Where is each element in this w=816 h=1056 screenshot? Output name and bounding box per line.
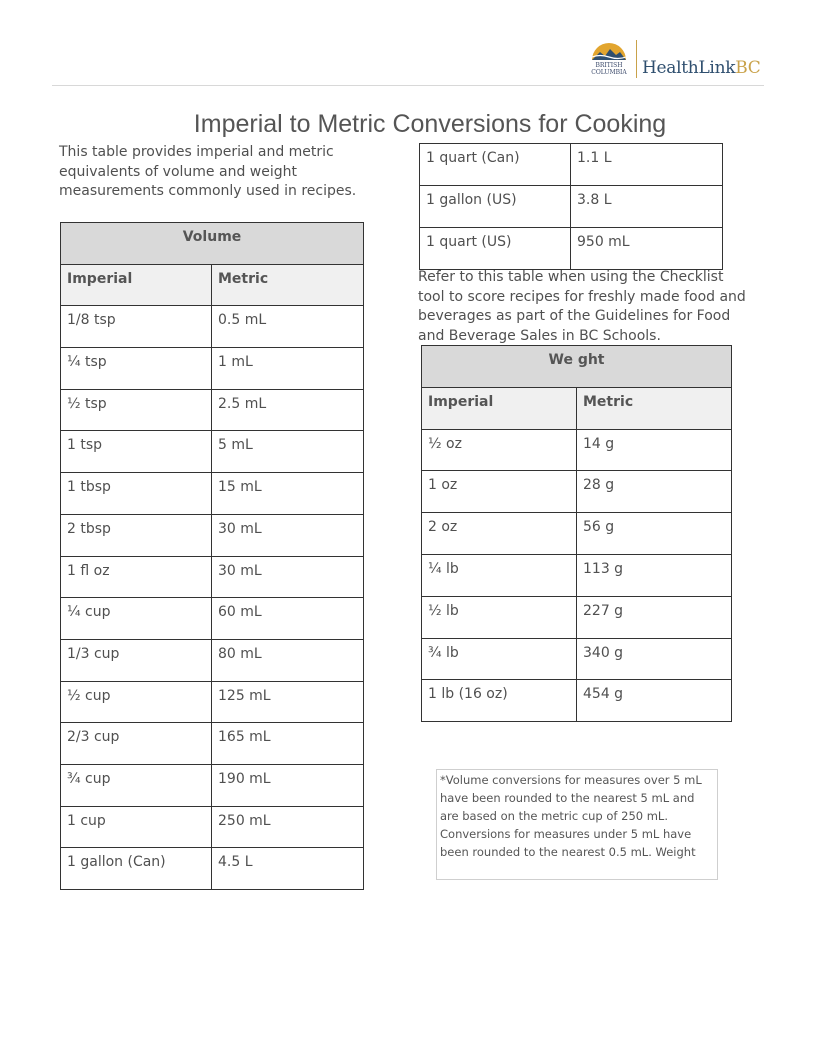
table-row bbox=[422, 596, 732, 638]
metric-cell: 80 mL bbox=[212, 639, 364, 681]
imperial-cell: 1/3 cup bbox=[61, 639, 212, 681]
table-row bbox=[61, 556, 364, 598]
table-row bbox=[422, 471, 732, 513]
imperial-cell: ½ tsp bbox=[61, 389, 212, 431]
table-row bbox=[420, 228, 723, 270]
imperial-cell: ½ cup bbox=[61, 681, 212, 723]
healthlinkbc-wordmark: HealthLinkBC bbox=[642, 58, 761, 78]
volume-table bbox=[60, 222, 364, 890]
metric-cell: 165 mL bbox=[212, 723, 364, 765]
healthlinkbc-logo bbox=[586, 38, 761, 82]
metric-cell: 30 mL bbox=[212, 556, 364, 598]
metric-cell: 227 g bbox=[577, 596, 732, 638]
imperial-cell: 1/8 tsp bbox=[61, 306, 212, 348]
metric-cell: 340 g bbox=[577, 638, 732, 680]
table-row bbox=[61, 806, 364, 848]
table-row bbox=[420, 144, 723, 186]
volume-caption: Volume bbox=[61, 223, 364, 265]
table-row bbox=[61, 764, 364, 806]
table-row bbox=[61, 598, 364, 640]
metric-cell: 190 mL bbox=[212, 764, 364, 806]
volume-continued-table bbox=[419, 143, 723, 270]
refer-paragraph: Refer to this table when using the Checklist tool to score recipes for freshly made food and beverages as part of the Guidelines for Food and Beverage Sales in BC Schools. bbox=[418, 269, 746, 344]
table-row bbox=[61, 473, 364, 515]
imperial-cell: ¼ tsp bbox=[61, 348, 212, 390]
table-row bbox=[61, 306, 364, 348]
imperial-cell: 1 cup bbox=[61, 806, 212, 848]
rounding-note: *Volume conversions for measures over 5 mL have been rounded to the nearest 5 mL and are based on the metric cup of 250 mL. Conversions for measures under 5 mL have been rounded to the nearest 0.5 mL. Weight bbox=[436, 769, 718, 880]
weight-col-metric: Metric bbox=[577, 387, 732, 429]
imperial-cell: 1 fl oz bbox=[61, 556, 212, 598]
bc-wordmark: BRITISH COLUMBIA bbox=[591, 62, 627, 76]
imperial-cell: ¼ lb bbox=[422, 554, 577, 596]
imperial-cell: ¾ cup bbox=[61, 764, 212, 806]
table-row bbox=[61, 348, 364, 390]
table-row bbox=[422, 513, 732, 555]
imperial-cell: 2 tbsp bbox=[61, 514, 212, 556]
imperial-cell: ¼ cup bbox=[61, 598, 212, 640]
table-row bbox=[61, 514, 364, 556]
table-row bbox=[61, 431, 364, 473]
metric-cell: 30 mL bbox=[212, 514, 364, 556]
metric-cell: 28 g bbox=[577, 471, 732, 513]
metric-cell: 14 g bbox=[577, 429, 732, 471]
metric-cell: 1 mL bbox=[212, 348, 364, 390]
imperial-cell: 1 tsp bbox=[61, 431, 212, 473]
table-row bbox=[61, 389, 364, 431]
metric-cell: 454 g bbox=[577, 680, 732, 722]
table-row bbox=[61, 681, 364, 723]
metric-cell: 1.1 L bbox=[571, 144, 723, 186]
imperial-cell: 1 gallon (US) bbox=[420, 186, 571, 228]
page-title: Imperial to Metric Conversions for Cooking bbox=[193, 110, 667, 138]
table-row bbox=[422, 638, 732, 680]
metric-cell: 2.5 mL bbox=[212, 389, 364, 431]
metric-cell: 4.5 L bbox=[212, 848, 364, 890]
metric-cell: 60 mL bbox=[212, 598, 364, 640]
imperial-cell: ½ lb bbox=[422, 596, 577, 638]
imperial-cell: 1 lb (16 oz) bbox=[422, 680, 577, 722]
imperial-cell: ½ oz bbox=[422, 429, 577, 471]
volume-col-metric: Metric bbox=[212, 264, 364, 306]
metric-cell: 125 mL bbox=[212, 681, 364, 723]
table-row bbox=[422, 680, 732, 722]
imperial-cell: 1 quart (US) bbox=[420, 228, 571, 270]
metric-cell: 5 mL bbox=[212, 431, 364, 473]
table-row bbox=[61, 848, 364, 890]
table-row bbox=[422, 554, 732, 596]
imperial-cell: 1 quart (Can) bbox=[420, 144, 571, 186]
weight-table bbox=[421, 345, 732, 722]
intro-paragraph: This table provides imperial and metric equivalents of volume and weight measurements commonly used in recipes. bbox=[59, 144, 357, 199]
metric-cell: 0.5 mL bbox=[212, 306, 364, 348]
weight-caption: We ght bbox=[422, 346, 732, 388]
metric-cell: 3.8 L bbox=[571, 186, 723, 228]
logo-divider bbox=[636, 40, 637, 78]
weight-col-imperial: Imperial bbox=[422, 387, 577, 429]
imperial-cell: 1 gallon (Can) bbox=[61, 848, 212, 890]
table-row bbox=[61, 723, 364, 765]
metric-cell: 56 g bbox=[577, 513, 732, 555]
metric-cell: 15 mL bbox=[212, 473, 364, 515]
metric-cell: 250 mL bbox=[212, 806, 364, 848]
imperial-cell: 1 tbsp bbox=[61, 473, 212, 515]
imperial-cell: 2/3 cup bbox=[61, 723, 212, 765]
metric-cell: 113 g bbox=[577, 554, 732, 596]
volume-col-imperial: Imperial bbox=[61, 264, 212, 306]
imperial-cell: ¾ lb bbox=[422, 638, 577, 680]
header-rule bbox=[52, 85, 764, 86]
imperial-cell: 2 oz bbox=[422, 513, 577, 555]
imperial-cell: 1 oz bbox=[422, 471, 577, 513]
table-row bbox=[61, 639, 364, 681]
table-row bbox=[422, 429, 732, 471]
table-row bbox=[420, 186, 723, 228]
metric-cell: 950 mL bbox=[571, 228, 723, 270]
